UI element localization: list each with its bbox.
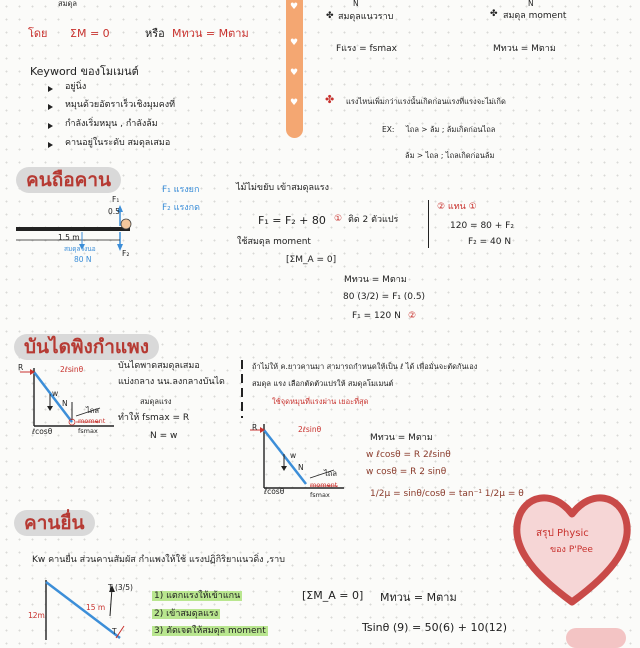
cantilever-desc: Kw คานยื่น ส่วนคานสัมผัส กำแพงให้ใช้ แรงปฏิกิริยาแนวดิ่ง ,ราบ xyxy=(32,555,285,565)
substitute-equation: 120 = 80 + F₂ xyxy=(450,221,514,231)
cantilever-condition: [ΣM_A = 0] xyxy=(302,589,364,602)
height-expression: 2ℓsinθ xyxy=(60,365,84,374)
where-label: โดย xyxy=(28,27,48,40)
keyword-item: กำลังเริ่มหมุน , กำลังล้ม xyxy=(65,119,158,129)
example-1: ไถล > ล้ม ; ล้มเกิดก่อนไถล xyxy=(406,125,496,134)
star-icon: ✤ xyxy=(490,9,498,19)
step-1-text: 1) แตกแรงให้เข้าแกน xyxy=(154,591,241,601)
width-expression: ℓcosθ xyxy=(264,487,285,496)
divider-bar xyxy=(286,0,303,138)
ladder-desc-3: สมดุลแรง xyxy=(140,397,172,406)
slide-label: ไถล xyxy=(86,406,99,415)
f1-label: F₁ แรงยก xyxy=(162,185,200,195)
ladder-desc-5: N = w xyxy=(150,431,178,441)
keyword-item: อยู่นิ่ง xyxy=(65,82,87,92)
f1-result: F₁ = 120 N xyxy=(352,311,401,321)
f2-result: F₂ = 40 N xyxy=(468,237,512,247)
f1-tag: F₁ xyxy=(112,195,120,204)
ladder-desc-2: แบ่งกลาง นน.ลงกลางบันได xyxy=(118,377,225,387)
weight-label: 80 N xyxy=(74,255,92,264)
height-expression: 2ℓsinθ xyxy=(298,425,322,434)
balance-linear-label: สมดุลแนวราบ xyxy=(338,12,394,22)
heart-icon: ♥ xyxy=(290,68,299,78)
ladder-eq-c: w cosθ = R 2 sinθ xyxy=(366,467,447,477)
keyword-item: หมุนด้วยอัตราเร็วเชิงมุมคงที่ xyxy=(65,100,176,110)
moment-label: moment xyxy=(78,417,106,425)
moment-condition: ΣM = 0 xyxy=(70,27,110,40)
height-label: 12m xyxy=(28,611,45,620)
ladder-desc-4: ทำให้ fsmax = R xyxy=(118,413,190,423)
f2-label: F₂ แรงกด xyxy=(162,203,200,213)
ladder-eq-b: w ℓcosθ = R 2ℓsinθ xyxy=(366,450,451,460)
ladder-eq-a: Mทวน = Mตาม xyxy=(370,433,433,443)
bullet-icon xyxy=(48,123,53,129)
bullet-icon xyxy=(48,86,53,92)
moment-condition-a: [ΣM_A = 0] xyxy=(286,255,337,265)
moment-intro: ใช้สมดุล moment xyxy=(237,237,311,247)
half-meter-label: 0.5 xyxy=(108,207,120,216)
w-tag: w xyxy=(290,451,297,460)
decorative-shape xyxy=(566,628,626,648)
sticker-line-1: สรุป Physic xyxy=(536,528,589,539)
moment-balance: Mทวน = Mตาม xyxy=(344,275,407,285)
r-tag: R xyxy=(252,423,258,432)
heart-icon: ♥ xyxy=(290,2,299,12)
moment-equality: Mทวน = Mตาม xyxy=(172,27,249,40)
tension-tag-2: T xyxy=(112,627,117,636)
moment-equation: Mทวน = Mตาม xyxy=(493,44,556,54)
step-3-text: 3) ตัดเจตให้สมดุล moment xyxy=(154,626,266,636)
step-1 xyxy=(152,592,242,602)
bullet-icon xyxy=(48,104,53,110)
r-tag: R xyxy=(18,363,24,372)
heart-icon: ♥ xyxy=(290,38,299,48)
keyword-title: Keyword ของโมเมนต์ xyxy=(30,65,139,78)
cantilever-moment: Mทวน = Mตาม xyxy=(380,591,457,604)
eq1-mark: ① xyxy=(334,214,343,224)
center-note: สมดุลวงนอ xyxy=(64,245,96,253)
tension-tag: T (3/5) xyxy=(108,583,133,592)
section-title-ladder: บันไดพิงกำแพง xyxy=(14,334,159,360)
ladder-note-3: ใช้จุดหมุนที่แรงผ่าน เยอะที่สุด xyxy=(272,397,369,406)
step-2 xyxy=(152,610,220,620)
or-label: หรือ xyxy=(145,27,165,40)
section-title-beam: คนถือคาน xyxy=(16,167,121,193)
distance-label: 1.5 m xyxy=(58,233,80,242)
example-2: ล้ม > ไถล ; ไถลเกิดก่อนล้ม xyxy=(405,151,495,160)
normal-force-label: N xyxy=(528,0,534,8)
eq1-note: ติด 2 ตัวแปร xyxy=(348,215,399,225)
keyword-item: คานอยู่ในระดับ สมดุลเสมอ xyxy=(65,138,171,148)
normal-force-label: N xyxy=(353,0,359,8)
step-3 xyxy=(152,627,268,637)
sticker-line-2: ของ P'Pee xyxy=(550,545,593,555)
moment-mark: ② xyxy=(408,311,417,321)
force-equation-1: F₁ = F₂ + 80 xyxy=(258,214,326,227)
w-tag: w xyxy=(52,389,59,398)
star-icon: ✤ xyxy=(325,93,335,106)
n-tag: N xyxy=(298,463,304,472)
beam-intro: ไม้ไม่ขยับ เข้าสมดุลแรง xyxy=(236,183,330,193)
force-order-note: แรงไหนเพิ่มกว่าแรงนั้นเกิดก่อนแรงที่แรงจะไม่เกิด xyxy=(346,97,506,106)
ladder-note-2: สมดุล แรง เลือกตัดตัวแปรให้ สมดุลโมเมนต์ xyxy=(252,379,394,388)
friction-equation: Fแรง = fsmax xyxy=(336,44,397,54)
section-title-cantilever: คานยื่น xyxy=(14,510,95,536)
width-expression: ℓcosθ xyxy=(32,427,53,436)
fsmax-label: fsmax xyxy=(310,491,330,499)
balance-moment-label: สมดุล moment xyxy=(503,11,567,21)
moment-calculation: 80 (3/2) = F₁ (0.5) xyxy=(343,292,426,302)
f2-tag: F₂ xyxy=(122,249,130,258)
substitute-note: ② แทน ① xyxy=(437,202,477,212)
ladder-desc-1: บันไดพาดสมดุลเสมอ xyxy=(118,361,200,371)
heart-icon: ♥ xyxy=(290,98,299,108)
moment-label: moment xyxy=(310,481,338,489)
bullet-icon xyxy=(48,142,53,148)
ladder-note-1: ถ้าไม่ให้ ค.ยาวคานมา สามารถกำหนดให้เป็น ℓ ได้ เพื่อมั่นจะตัดกันเอง xyxy=(252,362,478,371)
fsmax-label: fsmax xyxy=(78,427,98,435)
divider-line xyxy=(428,200,429,248)
cantilever-equation: Tsinθ (9) = 50(6) + 10(12) xyxy=(362,621,508,634)
star-icon: ✤ xyxy=(326,11,334,21)
length-label: 15 m xyxy=(86,603,106,612)
cut-text: สมดุล xyxy=(58,0,77,8)
ladder-diagram xyxy=(14,364,124,434)
example-label: EX: xyxy=(382,125,395,134)
step-2-text: 2) เข้าสมดุลแรง xyxy=(154,609,219,619)
n-tag: N xyxy=(62,399,68,408)
slide-label: ไถล xyxy=(324,469,337,478)
ladder-eq-d: 1/2μ = sinθ/cosθ = tan⁻¹ 1/2μ = θ xyxy=(370,489,524,499)
dashed-divider xyxy=(241,360,243,418)
